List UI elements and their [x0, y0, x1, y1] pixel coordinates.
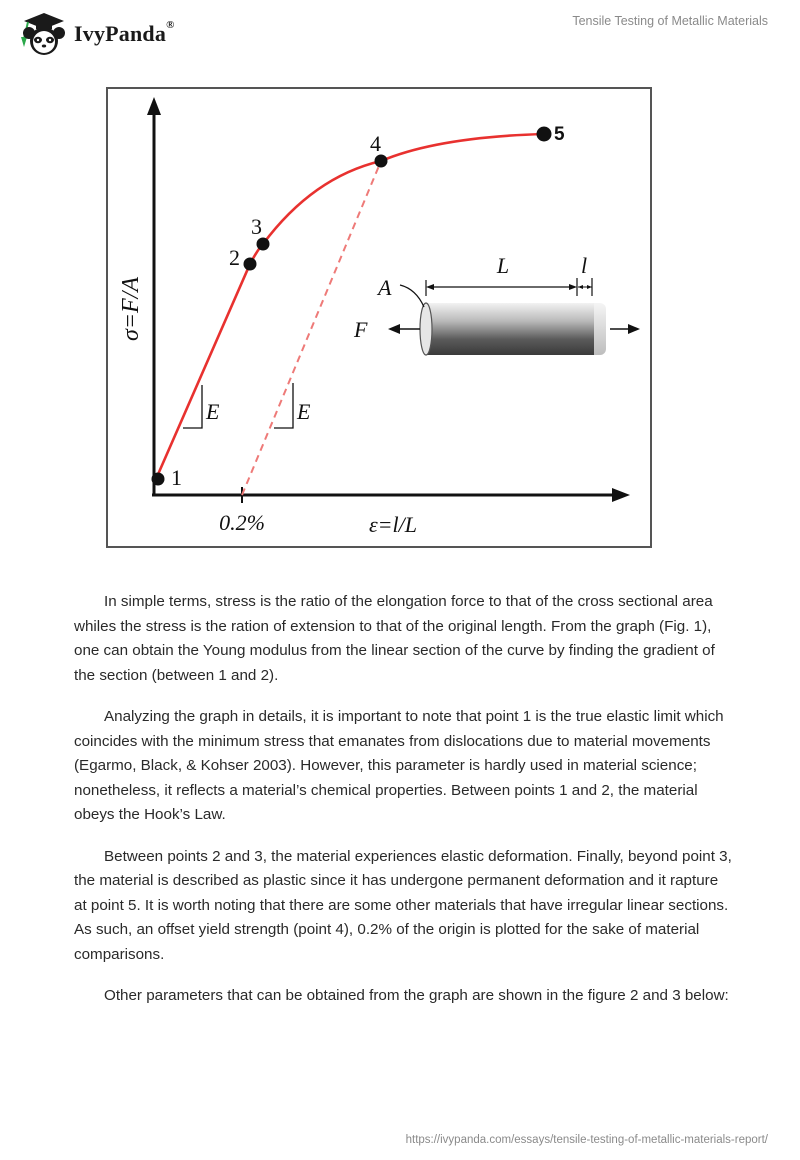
article-content: [74, 590, 734, 1026]
point-5-label: 5: [554, 124, 565, 145]
y-axis-arrow: [147, 97, 161, 115]
panda-graduate-icon: [14, 11, 70, 57]
extension-label: l: [580, 253, 588, 278]
stress-strain-figure: [106, 87, 652, 548]
modulus-label-2: E: [297, 399, 311, 424]
length-label: L: [496, 253, 510, 278]
x-axis-label: ε=l/L: [369, 512, 417, 537]
brand-name: IvyPanda®: [74, 19, 175, 46]
point-5-marker: [537, 127, 552, 142]
point-2-marker: [244, 258, 257, 271]
page-header: [0, 0, 800, 70]
force-label: F: [354, 317, 368, 342]
point-4-marker: [375, 155, 388, 168]
document-title: Tensile Testing of Metallic Materials: [572, 14, 768, 28]
source-url-link[interactable]: https://ivypanda.com/essays/tensile-testing-of-metallic-materials-report/: [405, 1134, 768, 1146]
point-2-label: 2: [229, 245, 240, 270]
x-axis-arrow: [612, 488, 630, 502]
ivypanda-logo[interactable]: [14, 10, 214, 58]
paragraph-4: Other parameters that can be obtained from the graph are shown in the figure 2 and 3 below:: [104, 987, 729, 1004]
pull-arrow-right: [628, 324, 640, 334]
point-3-marker: [257, 238, 270, 251]
point-1-label: 1: [171, 465, 182, 490]
offset-label: 0.2%: [219, 510, 265, 535]
paragraph-3: Between points 2 and 3, the material experiences elastic deformation. Finally, beyond point 3, the material is described as plastic since it has undergone permanent deformation and it rapture at point 5. It is worth noting that there are some other materials that have irregular linear sections. As such, an offset yield strength (point 4), 0.2% of the origin is plotted for the sake of material comparisons.: [74, 847, 732, 963]
point-1-marker: [152, 473, 165, 486]
modulus-label-1: E: [206, 399, 220, 424]
slope-triangle-offset: [274, 383, 293, 428]
tensile-specimen: [353, 253, 640, 355]
point-3-label: 3: [251, 214, 262, 239]
paragraph-1: In simple terms, stress is the ratio of the elongation force to that of the cross sectional area whiles the stress is the ration of extension to that of the original length. From the graph (Fig. 1), one can obtain the Young modulus from the linear section of the curve by finding the gradient of the section (between 1 and 2).: [74, 593, 715, 684]
stress-strain-diagram: [108, 89, 650, 546]
y-axis-label: σ=F/A: [118, 276, 144, 342]
point-4-label: 4: [370, 131, 381, 156]
slope-triangle-elastic: [183, 385, 202, 428]
area-label: A: [378, 275, 392, 300]
paragraph-2: Analyzing the graph in details, it is important to note that point 1 is the true elastic limit which coincides with the minimum stress that emanates from dislocations due to material movements (Egarmo, Black, & Kohser 2003). However, this parameter is hardly used in material science; nonetheless, it reflects a material’s chemical properties. Between points 1 and 2, the material obeys the Hook’s Law.: [74, 708, 724, 823]
specimen-body: [426, 303, 594, 355]
specimen-face: [420, 303, 432, 355]
